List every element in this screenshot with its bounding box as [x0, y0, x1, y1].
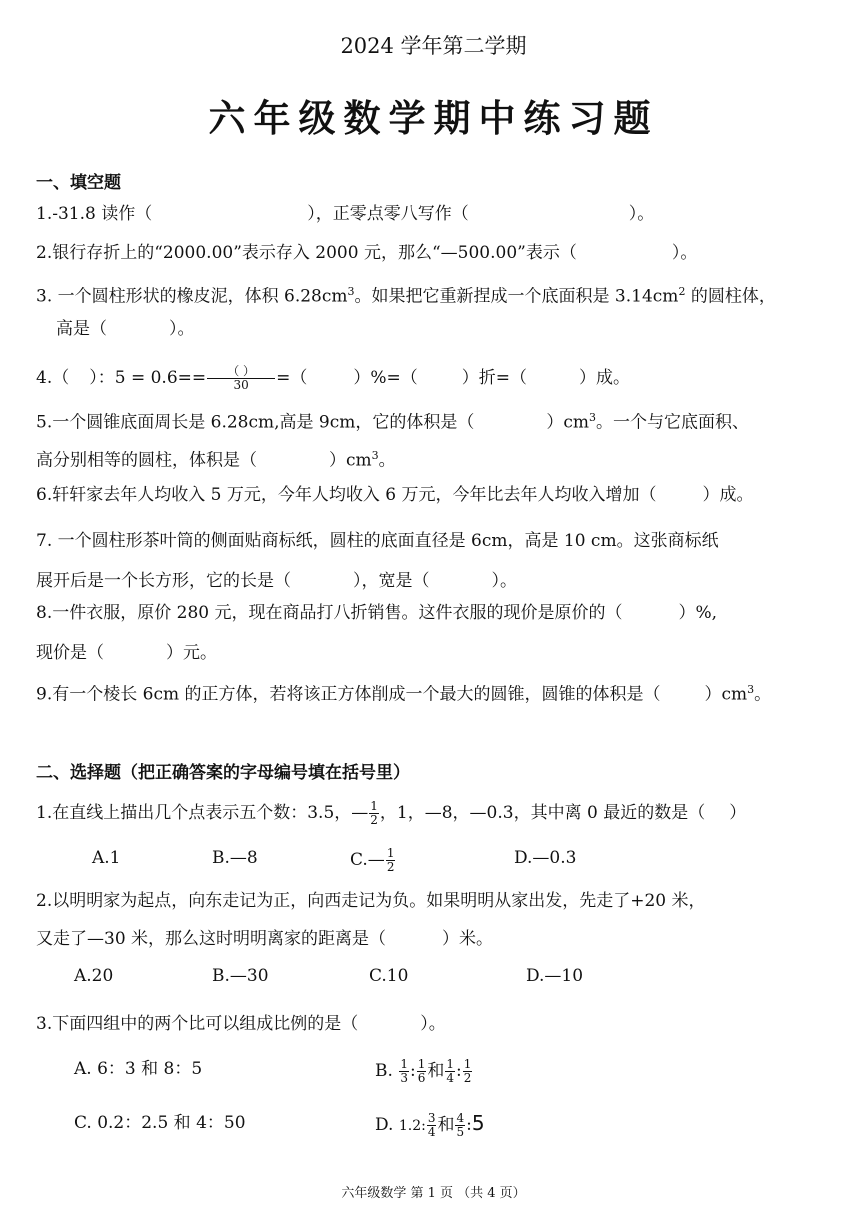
text: 3.下面四组中的两个比可以组成比例的是（: [36, 1014, 359, 1034]
question-1-2: [36, 242, 697, 264]
text: 4.（: [36, 368, 70, 388]
text: 5: [471, 1111, 485, 1135]
question-1-8: [36, 602, 717, 624]
fraction-numerator: 3: [427, 1111, 436, 1125]
text: ）米。: [442, 929, 494, 949]
question-2-2: [36, 890, 706, 912]
text: 2.以明明家为起点，向东走记为正，向西走记为负。如果明明从家出发，先走了+20 米，: [36, 891, 706, 911]
question-1-7: [36, 530, 719, 552]
option-2-3-a: A. 6：3 和 8：5: [74, 1059, 203, 1079]
text: ）。: [491, 571, 517, 591]
text: ）%=（: [353, 368, 418, 388]
option-2-3-b: [375, 1058, 473, 1085]
fraction-denominator: 2: [386, 860, 395, 874]
fraction-numerator: 4: [456, 1111, 465, 1125]
text: 9.有一个棱长 6cm 的正方体，若将该正方体削成一个最大的圆锥，圆锥的体积是（: [36, 684, 661, 705]
option-2-1-d: D.—0.3: [514, 848, 577, 868]
text: 。如果把它重新捏成一个底面积是 3.14cm: [354, 286, 679, 307]
text: 1.在直线上描出几个点表示五个数：3.5，—: [36, 803, 369, 823]
fraction-numerator: 1: [386, 846, 395, 860]
page-title: 六年级数学期中练习题: [208, 97, 659, 140]
question-1-1: [36, 203, 654, 225]
question-1-4: [36, 365, 630, 392]
fraction-numerator: 1: [446, 1057, 454, 1071]
text: 的圆柱体，: [685, 286, 776, 307]
superscript: 3: [747, 683, 755, 696]
fraction-denominator: 2: [370, 813, 378, 827]
option-2-2-d: D.—10: [526, 966, 584, 986]
text: ）cm: [546, 412, 590, 433]
fraction: [417, 1058, 427, 1085]
text: ）元。: [166, 643, 217, 663]
text: ）cm: [329, 450, 372, 471]
fraction: [455, 1112, 465, 1139]
option-2-3-c: C. 0.2：2.5 和 4：50: [74, 1113, 246, 1133]
fraction: [207, 365, 275, 392]
section-heading-multiple-choice: 二、选择题（把正确答案的字母编号填在括号里）: [36, 763, 410, 783]
text: 现价是（: [36, 643, 104, 663]
fraction-denominator: 30: [207, 378, 275, 392]
text: :: [409, 1061, 416, 1081]
fraction-numerator: 1: [417, 1057, 426, 1071]
text: 8.一件衣服，原价 280 元，现在商品打八折销售。这件衣服的现价是原价的（: [36, 603, 623, 623]
text: ，1，—8，—0.3，其中离 0 最近的数是（: [379, 803, 706, 823]
option-2-3-d: [375, 1112, 485, 1139]
text: :: [466, 1115, 472, 1135]
option-2-1-a: A.1: [92, 848, 121, 868]
question-1-3-cont: [56, 318, 195, 340]
question-2-2-cont: [36, 928, 493, 950]
text: 。一个与它底面积、: [596, 412, 750, 433]
text: 。: [378, 450, 396, 471]
text: 3. 一个圆柱形状的橡皮泥，体积 6.28cm: [36, 286, 348, 307]
text: ）。: [671, 243, 698, 263]
text: 高是（: [56, 319, 107, 339]
text: ）: [729, 803, 747, 823]
question-1-6: [36, 484, 753, 506]
question-1-5-cont: [36, 445, 396, 472]
text: ）成。: [702, 485, 754, 505]
text: 1.-31.8 读作（: [36, 204, 153, 224]
option-2-2-b: B.—30: [212, 966, 269, 986]
fraction-denominator: 4: [446, 1071, 454, 1085]
fraction: [399, 1058, 409, 1085]
fraction: [427, 1112, 437, 1139]
text: 展开后是一个长方形，它的长是（: [36, 571, 291, 591]
fraction-numerator: 1: [400, 1057, 408, 1071]
option-2-2-a: A.20: [74, 966, 114, 986]
text: ），正零点零八写作（: [307, 204, 469, 224]
fraction-denominator: 2: [463, 1071, 472, 1085]
fraction: [386, 847, 396, 874]
question-2-3: [36, 1013, 446, 1035]
text: B.: [375, 1061, 393, 1081]
text: =（: [276, 368, 308, 388]
text: 和: [427, 1061, 445, 1081]
fraction-numerator: 1: [463, 1057, 472, 1071]
text: 7. 一个圆柱形茶叶筒的侧面贴商标纸，圆柱的底面直径是 6cm，高是 10 cm。这张商标纸: [36, 531, 719, 551]
option-2-1-c: [350, 847, 396, 874]
superscript: 3: [371, 449, 379, 462]
fraction: [369, 800, 379, 827]
text: ）。: [628, 204, 655, 224]
fraction: [463, 1058, 473, 1085]
superscript: 3: [347, 285, 355, 298]
fraction-denominator: 4: [427, 1125, 436, 1139]
question-1-9: [36, 679, 771, 706]
text: ）。: [169, 319, 195, 339]
superscript: 3: [589, 411, 597, 424]
text: C.—: [350, 850, 385, 870]
question-1-8-cont: [36, 642, 217, 664]
question-2-1: [36, 800, 746, 827]
text: ）%,: [678, 603, 718, 623]
term-subtitle: 2024 学年第二学期: [340, 34, 527, 58]
text: 。: [754, 684, 772, 705]
text: ），宽是（: [353, 571, 430, 591]
question-1-7-cont: [36, 570, 517, 592]
option-2-2-c: C.10: [369, 966, 409, 986]
fraction-denominator: 5: [456, 1125, 465, 1139]
fraction-numerator: （ ）: [227, 364, 256, 378]
text: 5.一个圆锥底面周长是 6.28cm,高是 9cm，它的体积是（: [36, 412, 475, 433]
fraction-denominator: 6: [417, 1071, 426, 1085]
fraction-denominator: 3: [400, 1071, 408, 1085]
text: D.: [375, 1115, 394, 1135]
text: :: [455, 1061, 462, 1081]
text: 和: [437, 1115, 455, 1135]
text: ）cm: [704, 684, 748, 705]
text: 2.银行存折上的“2000.00”表示存入 2000 元，那么“—500.00”表示（: [36, 243, 577, 263]
text: ）成。: [579, 368, 631, 388]
fraction: [445, 1058, 455, 1085]
section-heading-fill-in: 一、填空题: [36, 173, 121, 193]
text: ）折=（: [461, 368, 528, 388]
question-1-5: [36, 407, 749, 434]
option-2-1-b: B.—8: [212, 848, 258, 868]
text: 1.2:: [398, 1118, 426, 1134]
page-footer: 六年级数学 第 1 页 （共 4 页）: [341, 1186, 526, 1201]
superscript: 2: [678, 285, 686, 298]
text: 高分别相等的圆柱，体积是（: [36, 450, 257, 471]
text: ）。: [420, 1014, 446, 1034]
question-1-3: [36, 281, 776, 308]
text: 又走了—30 米，那么这时明明离家的距离是（: [36, 929, 387, 949]
fraction-numerator: 1: [370, 799, 378, 813]
text: 6.轩轩家去年人均收入 5 万元，今年人均收入 6 万元，今年比去年人均收入增加（: [36, 485, 657, 505]
text: ）：5 = 0.6==: [89, 368, 207, 388]
